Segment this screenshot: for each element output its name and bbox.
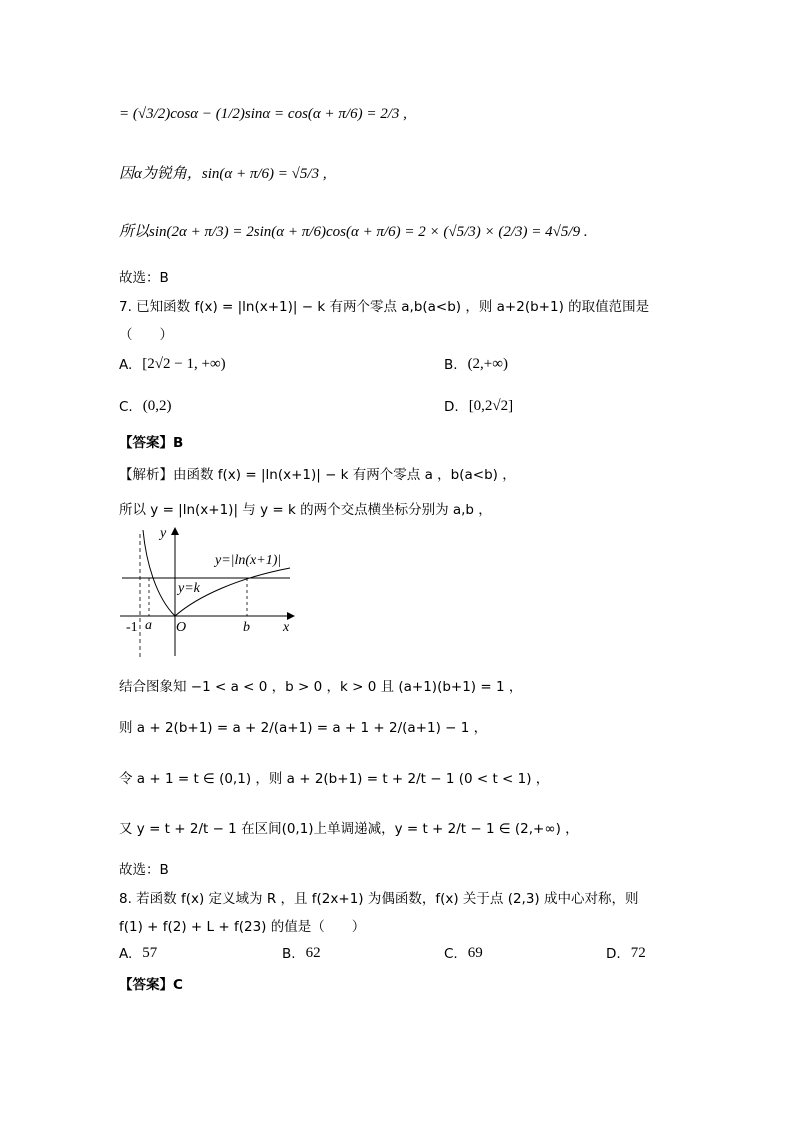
analysis-7-line-3: 结合图象知 −1 < a < 0 ，b > 0 ，k > 0 且 (a+1)(b+1) = 1 ， — [119, 679, 523, 695]
option-label: C. — [119, 398, 133, 415]
question-8-stem-2: f(1) + f(2) + L + f(23) 的值是（ ） — [119, 919, 366, 935]
analysis-7-line-2: 所以 y = |ln(x+1)| 与 y = k 的两个交点横坐标分别为 a,b ， — [119, 502, 492, 518]
answer-7: 【答案】B — [119, 435, 184, 451]
q8-option-c — [444, 945, 483, 962]
solution-line-1: = (√3/2)cosα − (1/2)sinα = cos(α + π/6) = 2/3 , — [119, 106, 407, 122]
question-7-parens: （ ） — [119, 327, 173, 343]
question-7-stem: 7. 已知函数 f(x) = |ln(x+1)| − k 有两个零点 a,b(a<b) ，则 a+2(b+1) 的取值范围是 — [119, 299, 650, 315]
q7-option-c — [119, 398, 171, 415]
analysis-7-line-5: 令 a + 1 = t ∈ (0,1) ，则 a + 2(b+1) = t + 2/t − 1 (0 < t < 1) ， — [119, 771, 550, 787]
tick-neg1: -1 — [126, 620, 138, 635]
analysis-7-line-6: 又 y = t + 2/t − 1 在区间(0,1)上单调递减，y = t + 2/t − 1 ∈ (2,+∞) ， — [119, 821, 579, 837]
option-label: A. — [119, 356, 133, 373]
question-8-stem: 8. 若函数 f(x) 定义域为 R ，且 f(2x+1) 为偶函数，f(x) 关于点 (2,3) 成中心对称，则 — [119, 891, 639, 907]
curve-label: y=|ln(x+1)| — [215, 553, 282, 568]
solution-line-2: 因α为锐角，sin(α + π/6) = √5/3 , — [119, 166, 327, 182]
x-axis-label: x — [283, 620, 290, 635]
answer-8: 【答案】C — [119, 977, 183, 993]
option-label: C. — [444, 945, 458, 962]
q8-option-b — [282, 945, 321, 962]
q7-option-b — [444, 356, 508, 373]
option-value: (0,2) — [142, 398, 172, 414]
curve-abs-ln — [143, 530, 290, 616]
q7-option-d — [444, 398, 513, 415]
option-label: D. — [606, 945, 621, 962]
option-value: 57 — [142, 945, 158, 961]
line-k-label: y=k — [178, 581, 200, 596]
option-value: 69 — [467, 945, 483, 961]
function-graph — [118, 522, 302, 662]
option-label: D. — [444, 398, 459, 415]
option-label: B. — [282, 945, 296, 962]
solution-line-3: 所以sin(2α + π/3) = 2sin(α + π/6)cos(α + π/6) = 2 × (√5/3) × (2/3) = 4√5/9 . — [119, 224, 588, 240]
q8-option-d — [606, 945, 646, 962]
option-value: 62 — [305, 945, 321, 961]
choose-line-6: 故选：B — [119, 270, 169, 286]
option-label: B. — [444, 356, 458, 373]
option-value: [2√2 − 1, +∞) — [142, 356, 226, 372]
y-axis-label: y — [160, 526, 167, 541]
option-value: (2,+∞) — [467, 356, 508, 372]
tick-a: a — [145, 618, 152, 633]
tick-b: b — [243, 620, 250, 635]
option-label: A. — [119, 945, 133, 962]
analysis-7-line-4: 则 a + 2(b+1) = a + 2/(a+1) = a + 1 + 2/(a+1) − 1 ， — [119, 720, 488, 736]
choose-line-7: 故选：B — [119, 862, 169, 878]
analysis-7-line-1: 【解析】由函数 f(x) = |ln(x+1)| − k 有两个零点 a ，b(a<b) ， — [119, 467, 516, 483]
option-value: 72 — [630, 945, 646, 961]
q8-option-a — [119, 945, 157, 962]
q7-option-a — [119, 356, 226, 373]
option-value: [0,2√2] — [468, 398, 514, 414]
tick-origin: O — [176, 620, 187, 635]
